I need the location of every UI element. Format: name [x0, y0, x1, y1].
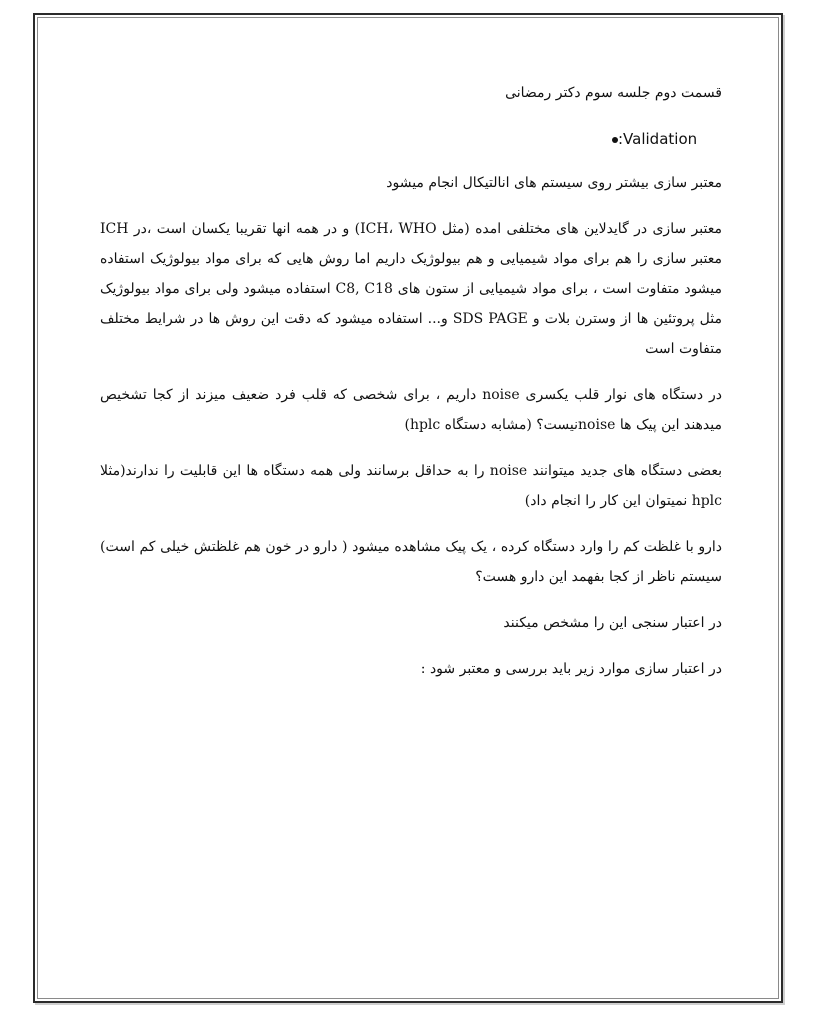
paragraph: در دستگاه های نوار قلب یکسری noise داریم ، برای شخصی که قلب فرد ضعیف میزند از کجا تشخیص میدهند این پیک ها noiseنیست؟ (مشابه دستگاه hplc): [100, 387, 722, 433]
paragraph: بعضی دستگاه های جدید میتوانند noise را به حداقل برسانند ولی همه دستگاه ها این قابلیت را ندارند(مثلا hplc نمیتوان این کار را انجام داد): [100, 463, 722, 509]
paragraph: معتبر سازی در گایدلاین های مختلفی امده (مثل ICH، WHO) و در همه انها تقریبا یکسان است ،در ICH معتبر سازی را هم برای مواد شیمیایی و هم بیولوژیک داریم اما روش هایی که برای مواد بیولوژیک استفاده میشود متفاوت است ، برای مواد شیمیایی از ستون های C8, C18 استفاده میشود ولی برای مواد بیولوژیک مثل پروتئین ها از وسترن بلات و SDS PAGE و... استفاده میشود که دقت این روش ها در شرایط مختلف متفاوت است: [100, 221, 723, 357]
page-border-shadow-bottom: [35, 1003, 785, 1005]
document-body: [100, 78, 722, 700]
bullet-label: :Validation: [618, 130, 698, 148]
bullet-item: [100, 124, 722, 154]
paragraph: معتبر سازی بیشتر روی سیستم های انالتیکال انجام میشود: [386, 175, 722, 191]
paragraph: در اعتبار سنجی این را مشخص میکنند: [503, 615, 722, 631]
paragraph: دارو با غلظت کم را وارد دستگاه کرده ، یک پیک مشاهده میشود ( دارو در خون هم غلظتش خیلی کم است) سیستم ناظر از کجا بفهمد این دارو هست؟: [100, 539, 722, 585]
page-border-shadow-right: [783, 15, 785, 1005]
paragraph: در اعتبار سازی موارد زیر باید بررسی و معتبر شود :: [420, 661, 722, 677]
document-title: قسمت دوم جلسه سوم دکتر رمضانی: [505, 85, 722, 101]
